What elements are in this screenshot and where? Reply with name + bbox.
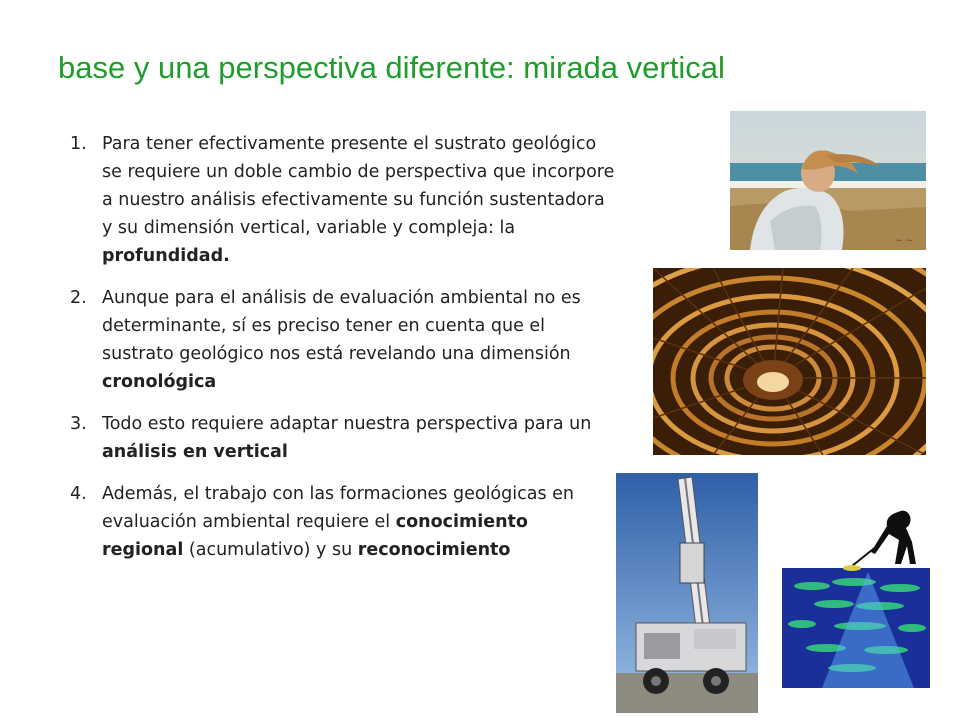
list-item-text: Además, el trabajo con las formaciones geológicas en evaluación ambiental requiere el: [102, 484, 574, 532]
list-item-emphasis: reconocimiento: [357, 540, 511, 560]
svg-text:~ ~: ~ ~: [895, 236, 913, 246]
list-item: [70, 284, 615, 396]
list-item: [70, 480, 615, 564]
list-item-number: 2.: [70, 288, 87, 308]
slide-title: base y una perspectiva diferente: mirada vertical: [58, 50, 725, 85]
list-item-text: Para tener efectivamente presente el sustrato geológico se requiere un doble cambio de perspectiva que incorpore a nuestro análisis efectivamente su función sustentadora y su dimensión vertical, variable y compleja: la: [102, 134, 615, 238]
woman-on-beach-painting: [730, 111, 926, 250]
list-item-text: Aunque para el análisis de evaluación ambiental no es determinante, sí es preciso tener en cuenta que el sustrato geológico nos está revelando una dimensión: [102, 288, 581, 364]
list-item-number: 4.: [70, 484, 87, 504]
list-item-emphasis: análisis en vertical: [102, 442, 288, 462]
list-item-text: (acumulativo) y su: [183, 540, 358, 560]
ground-radar-scan-image: [782, 508, 930, 688]
list-item-emphasis: conocimiento regional: [102, 512, 528, 560]
list-item-text: Todo esto requiere adaptar nuestra perspectiva para un: [102, 414, 592, 434]
tower-atrium-photo: [653, 268, 926, 455]
list-item-number: 1.: [70, 134, 87, 154]
numbered-list: [70, 130, 615, 578]
list-item: [70, 130, 615, 270]
list-item: [70, 410, 615, 466]
list-item-number: 3.: [70, 414, 87, 434]
drilling-rig-photo: [616, 473, 758, 713]
list-item-emphasis: profundidad.: [102, 246, 230, 266]
list-item-emphasis: cronológica: [102, 372, 217, 392]
